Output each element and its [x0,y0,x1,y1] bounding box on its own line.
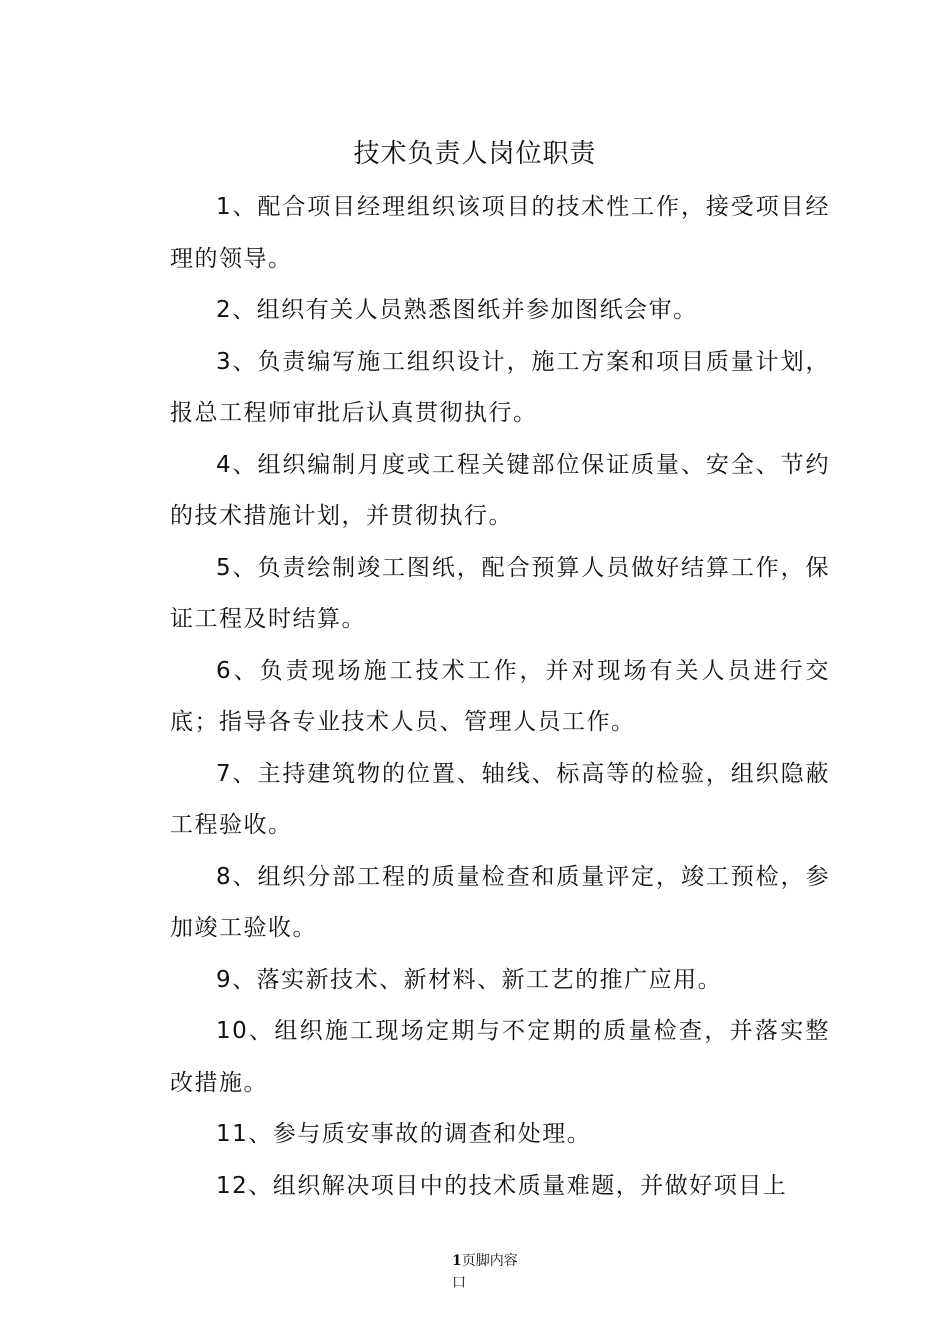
duty-item-6: 6、负责现场施工技术工作，并对现场有关人员进行交底；指导各专业技术人员、管理人员工作。 [170,657,830,735]
footer-box-glyph: 口 [452,1275,466,1291]
duty-item-4: 4、组织编制月度或工程关键部位保证质量、安全、节约的技术措施计划，并贯彻执行。 [170,451,830,529]
duty-item-3: 3、负责编写施工组织设计，施工方案和项目质量计划，报总工程师审批后认真贯彻执行。 [170,348,830,426]
page-footer [452,1250,542,1294]
footer-line [452,1250,542,1272]
duty-item-7: 7、主持建筑物的位置、轴线、标高等的检验，组织隐蔽工程验收。 [170,760,830,838]
page-number: 1 [452,1253,462,1269]
duty-item-10: 10、组织施工现场定期与不定期的质量检查，并落实整改措施。 [170,1018,830,1096]
duty-item-1: 1、配合项目经理组织该项目的技术性工作，接受项目经理的领导。 [170,194,830,272]
footer-text: 页脚内容 [461,1253,518,1269]
duty-item-12: 12、组织解决项目中的技术质量难题，并做好项目上 [216,1172,788,1199]
duty-item-11: 11、参与质安事故的调查和处理。 [216,1121,592,1147]
duty-item-9: 9、落实新技术、新材料、新工艺的推广应用。 [216,966,723,993]
document-title: 技术负责人岗位职责 [353,139,597,169]
duty-item-2: 2、组织有关人员熟悉图纸并参加图纸会审。 [216,297,698,323]
document-body [170,182,830,1212]
duty-item-8: 8、组织分部工程的质量检查和质量评定，竣工预检，参加竣工验收。 [170,863,830,941]
duty-item-5: 5、负责绘制竣工图纸，配合预算人员做好结算工作，保证工程及时结算。 [170,554,830,632]
